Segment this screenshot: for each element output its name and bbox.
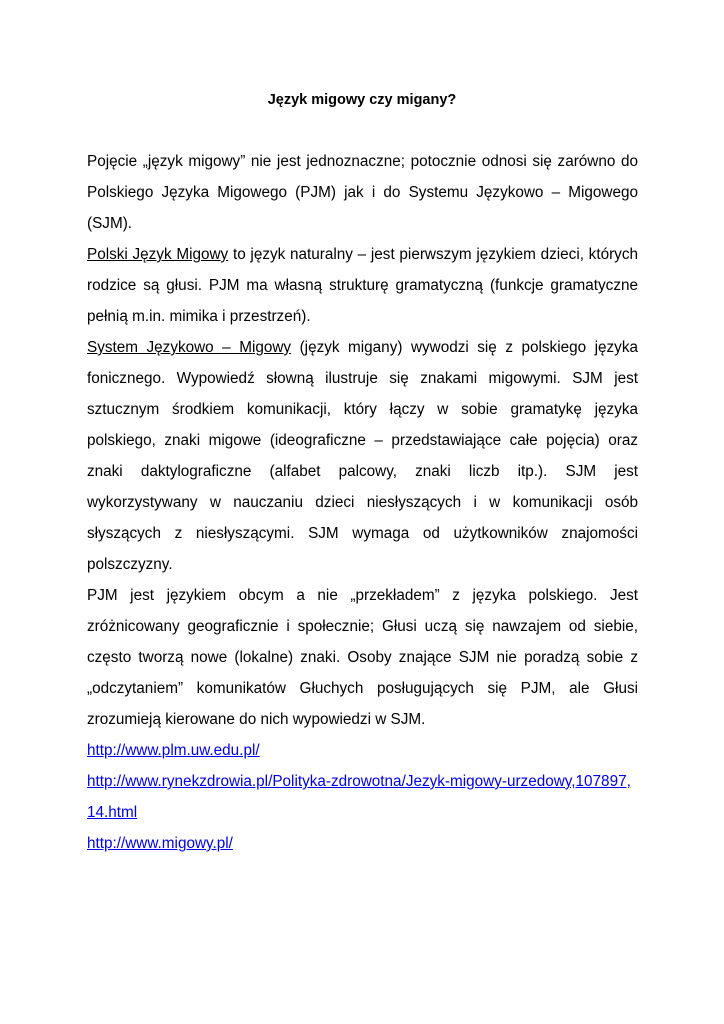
paragraph-intro: Pojęcie „język migowy” nie jest jednoznaczne; potocznie odnosi się zarówno do Polskiego Języka Migowego (PJM) jak i do Systemu Językowo – Migowego (SJM). (87, 153, 638, 232)
link-plm[interactable]: http://www.plm.uw.edu.pl/ (87, 742, 260, 759)
document-title: Język migowy czy migany? (267, 92, 457, 108)
paragraph-pjm (87, 239, 638, 332)
link-migowy[interactable]: http://www.migowy.pl/ (87, 835, 233, 852)
paragraph-sjm (87, 332, 638, 580)
document-body (87, 146, 638, 859)
paragraph-comparison: PJM jest językiem obcym a nie „przekładem” z języka polskiego. Jest zróżnicowany geograficznie i społecznie; Głusi uczą się nawzajem od siebie, często tworzą nowe (lokalne) znaki. Osoby znające SJM nie poradzą sobie z „odczytaniem” komunikatów Głuchych posługujących się PJM, ale Głusi zrozumieją kierowane do nich wypowiedzi w SJM. (87, 587, 638, 728)
term-pjm: Polski Język Migowy (87, 246, 229, 263)
paragraph-sjm-text: (język migany) wywodzi się z polskiego języka fonicznego. Wypowiedź słowną ilustruje się znakami migowymi. SJM jest sztucznym środkiem komunikacji, który łączy w sobie gramatykę języka polskiego, znaki migowe (ideograficzne – przedstawiające całe pojęcia) oraz znaki daktylograficzne (alfabet palcowy, znaki liczb itp.). SJM jest wykorzystywany w nauczaniu dzieci niesłyszących i w komunikacji osób słyszących z niesłyszącymi. SJM wymaga od użytkowników znajomości polszczyzny. (87, 339, 638, 573)
paragraph-pjm-text: to język naturalny – jest pierwszym językiem dzieci, których rodzice są głusi. PJM ma własną strukturę gramatyczną (funkcje gramatyczne pełnią m.in. mimika i przestrzeń). (87, 246, 638, 325)
term-sjm: System Językowo – Migowy (87, 339, 292, 356)
link-rynekzdrowia[interactable]: http://www.rynekzdrowia.pl/Polityka-zdrowotna/Jezyk-migowy-urzedowy,107897,14.html (87, 773, 631, 821)
